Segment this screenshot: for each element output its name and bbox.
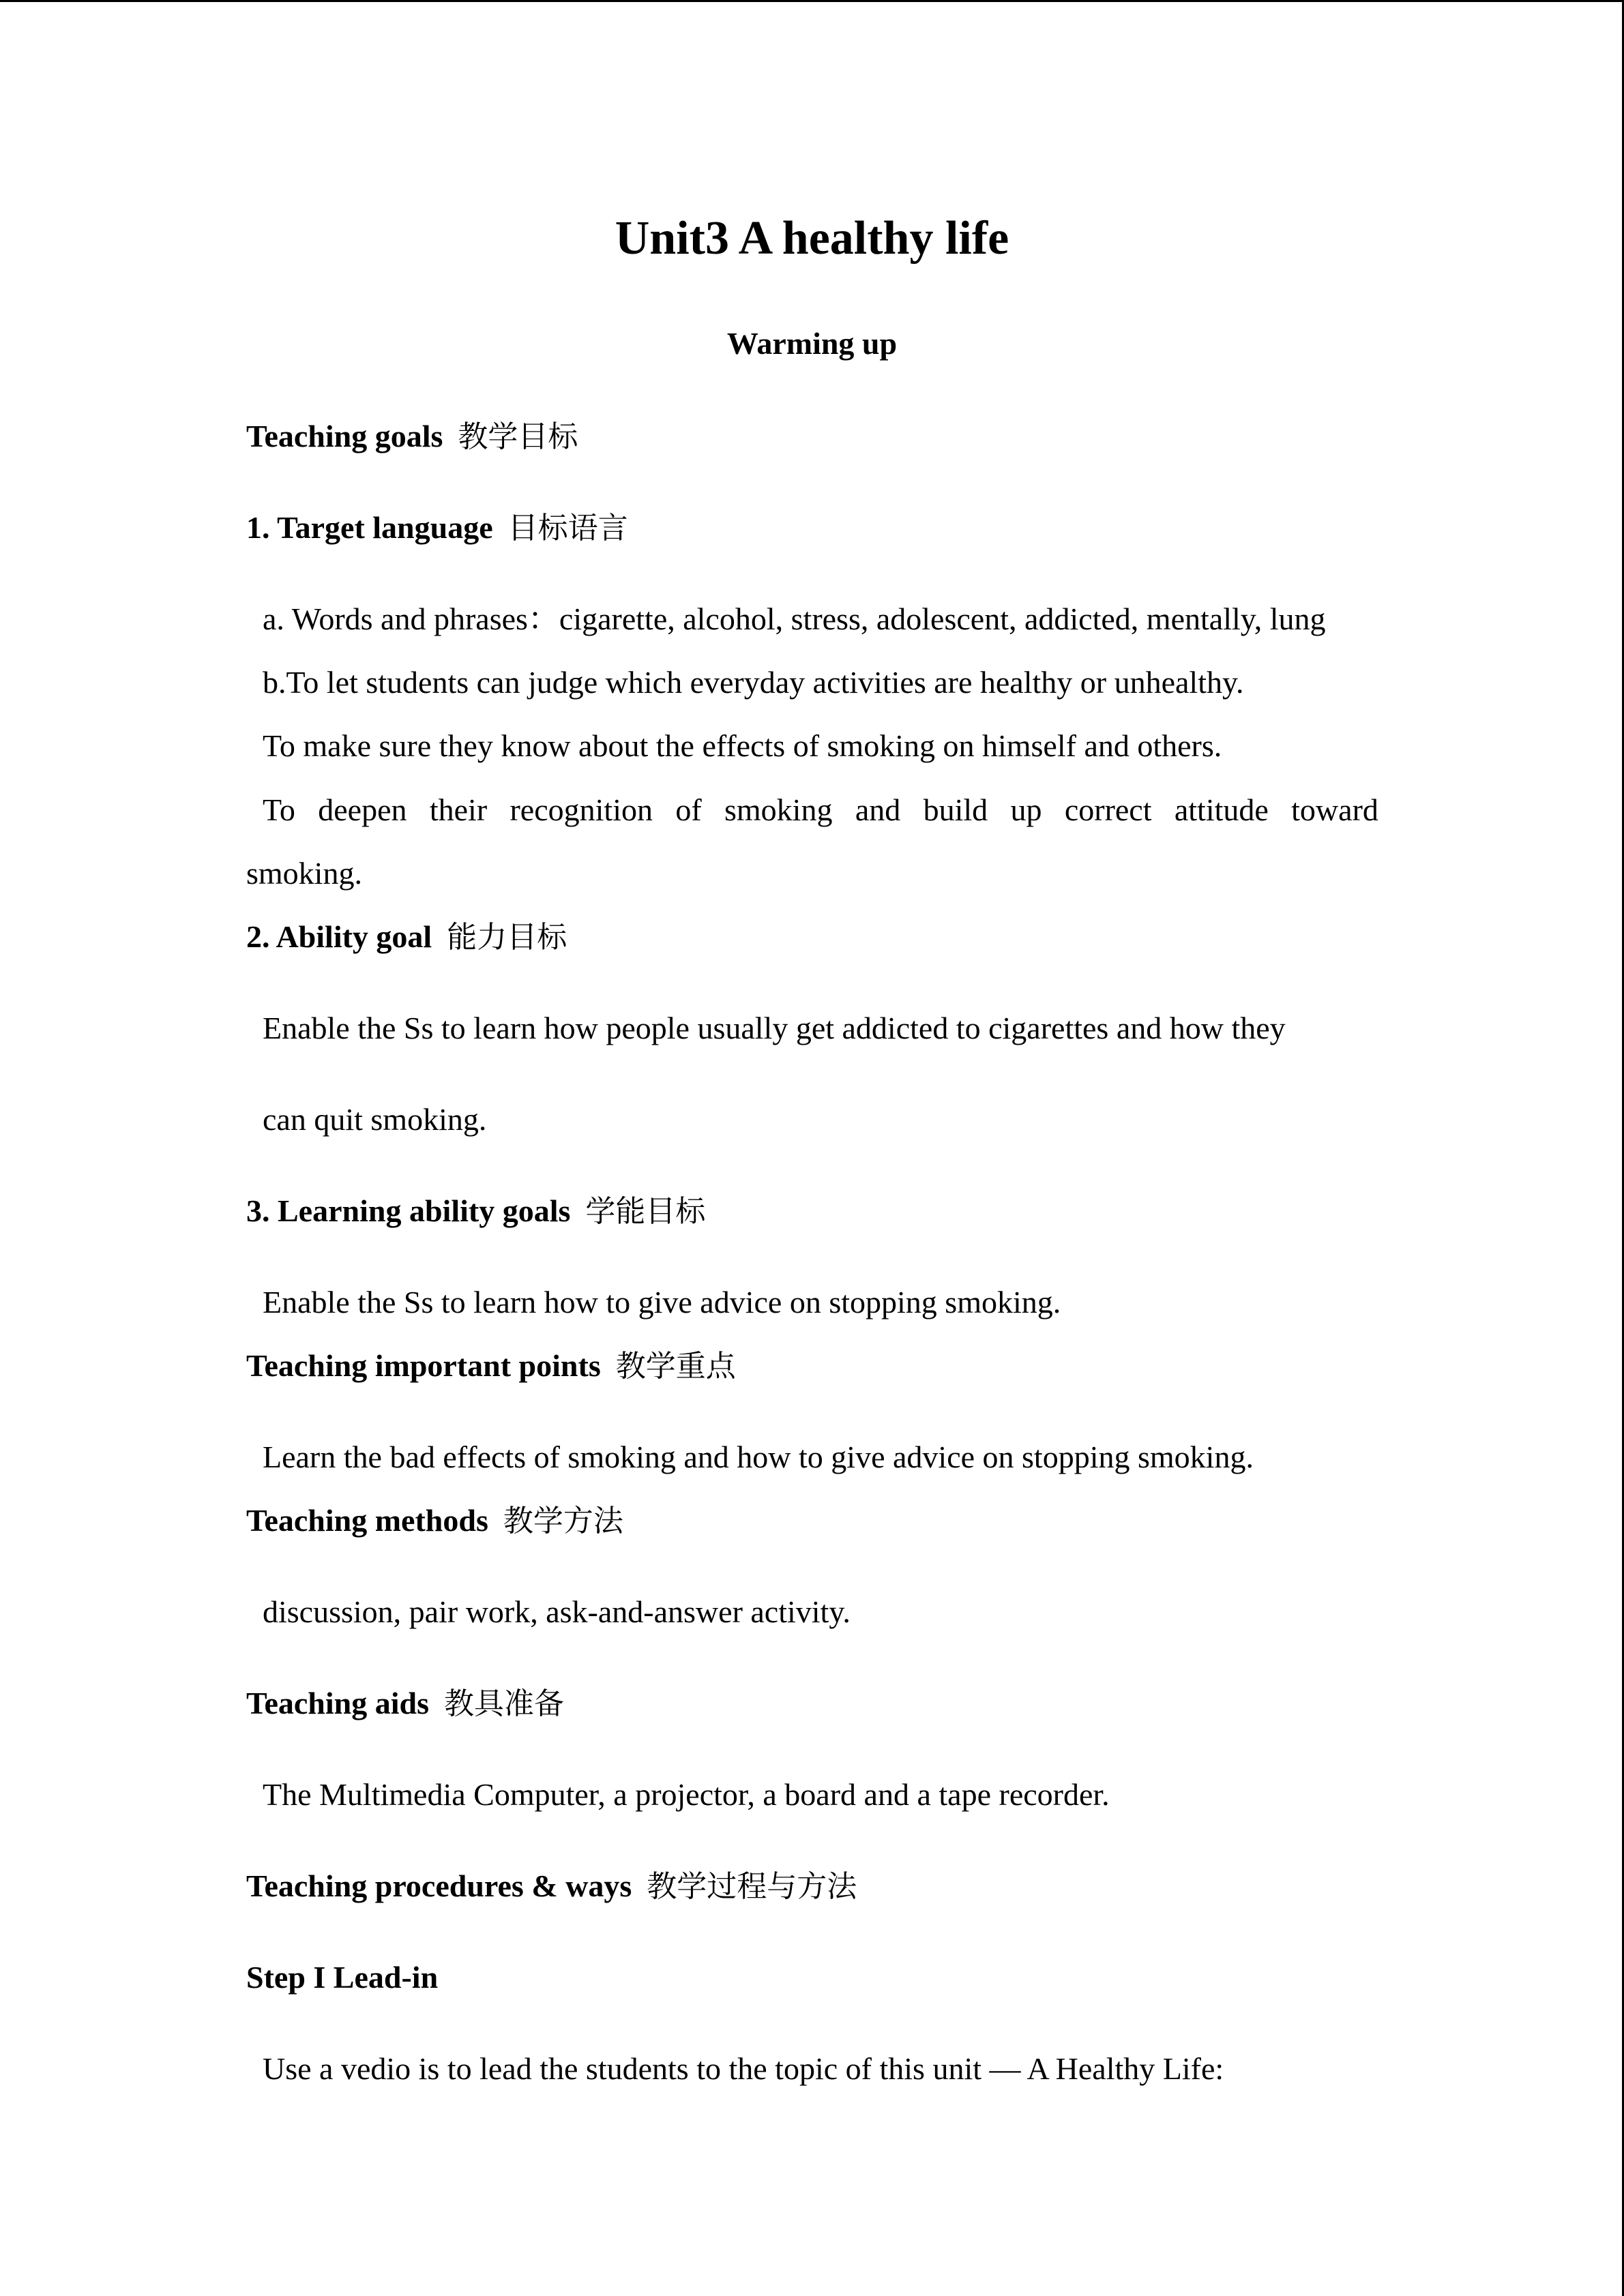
word: recognition [510, 792, 653, 827]
heading-procedures-cn: 教学过程与方法 [647, 1869, 857, 1904]
heading-ability-goal-en: 2. Ability goal [246, 919, 432, 954]
heading-important-points [246, 1350, 736, 1382]
word: build [923, 792, 988, 827]
heading-learning-ability-goals-cn: 学能目标 [585, 1194, 706, 1229]
paragraph-line: can quit smoking. [263, 1102, 487, 1137]
word: smoking [724, 792, 833, 827]
paragraph-line: Use a vedio is to lead the students to the topic of this unit — A Healthy Life: [263, 2051, 1224, 2086]
heading-ability-goal-cn: 能力目标 [447, 920, 567, 955]
word: and [855, 792, 901, 827]
heading-aids [246, 1688, 564, 1719]
heading-teaching-goals-cn: 教学目标 [458, 419, 578, 454]
word: To [263, 792, 295, 827]
heading-methods [246, 1505, 623, 1536]
heading-methods-en: Teaching methods [246, 1503, 488, 1538]
heading-target-language-cn: 目标语言 [507, 511, 628, 546]
heading-step-1: Step I Lead-in [246, 1960, 439, 1995]
word: deepen [318, 792, 407, 827]
paragraph-line-justified [263, 794, 1378, 826]
word: up [1010, 792, 1042, 827]
paragraph-line: a. Words and phrases：cigarette, alcohol, stress, adolescent, addicted, mentally, lung [263, 601, 1326, 636]
heading-target-language [246, 510, 628, 546]
heading-procedures-en: Teaching procedures & ways [246, 1868, 632, 1903]
paragraph-line: Enable the Ss to learn how to give advice on stopping smoking. [263, 1285, 1061, 1320]
heading-procedures [246, 1870, 857, 1902]
heading-aids-cn: 教具准备 [444, 1686, 565, 1721]
word: their [429, 792, 488, 827]
word: attitude [1174, 792, 1269, 827]
word: of [675, 792, 702, 827]
heading-important-points-cn: 教学重点 [615, 1349, 736, 1384]
document-title: Unit3 A healthy life [615, 212, 1009, 265]
paragraph-line: Enable the Ss to learn how people usually get addicted to cigarettes and how they [263, 1011, 1286, 1045]
heading-important-points-en: Teaching important points [246, 1348, 601, 1383]
heading-aids-en: Teaching aids [246, 1686, 430, 1720]
paragraph-line: The Multimedia Computer, a projector, a board and a tape recorder. [263, 1777, 1110, 1812]
paragraph-line: smoking. [246, 856, 362, 891]
heading-learning-ability-goals-en: 3. Learning ability goals [246, 1193, 571, 1228]
document-subtitle: Warming up [726, 326, 898, 361]
heading-teaching-goals [246, 421, 578, 452]
heading-methods-cn: 教学方法 [503, 1504, 623, 1538]
heading-target-language-en: 1. Target language [246, 510, 493, 545]
paragraph-line: discussion, pair work, ask-and-answer activity. [263, 1594, 851, 1629]
paragraph-line: Learn the bad effects of smoking and how to give advice on stopping smoking. [263, 1440, 1254, 1474]
word: correct [1064, 792, 1152, 827]
paragraph-line: To make sure they know about the effects of smoking on himself and others. [263, 728, 1222, 763]
heading-learning-ability-goals [246, 1195, 705, 1227]
heading-teaching-goals-en: Teaching goals [246, 419, 443, 453]
heading-ability-goal [246, 921, 567, 953]
paragraph-line: b.To let students can judge which everyday activities are healthy or unhealthy. [263, 665, 1244, 700]
word: toward [1291, 792, 1378, 827]
